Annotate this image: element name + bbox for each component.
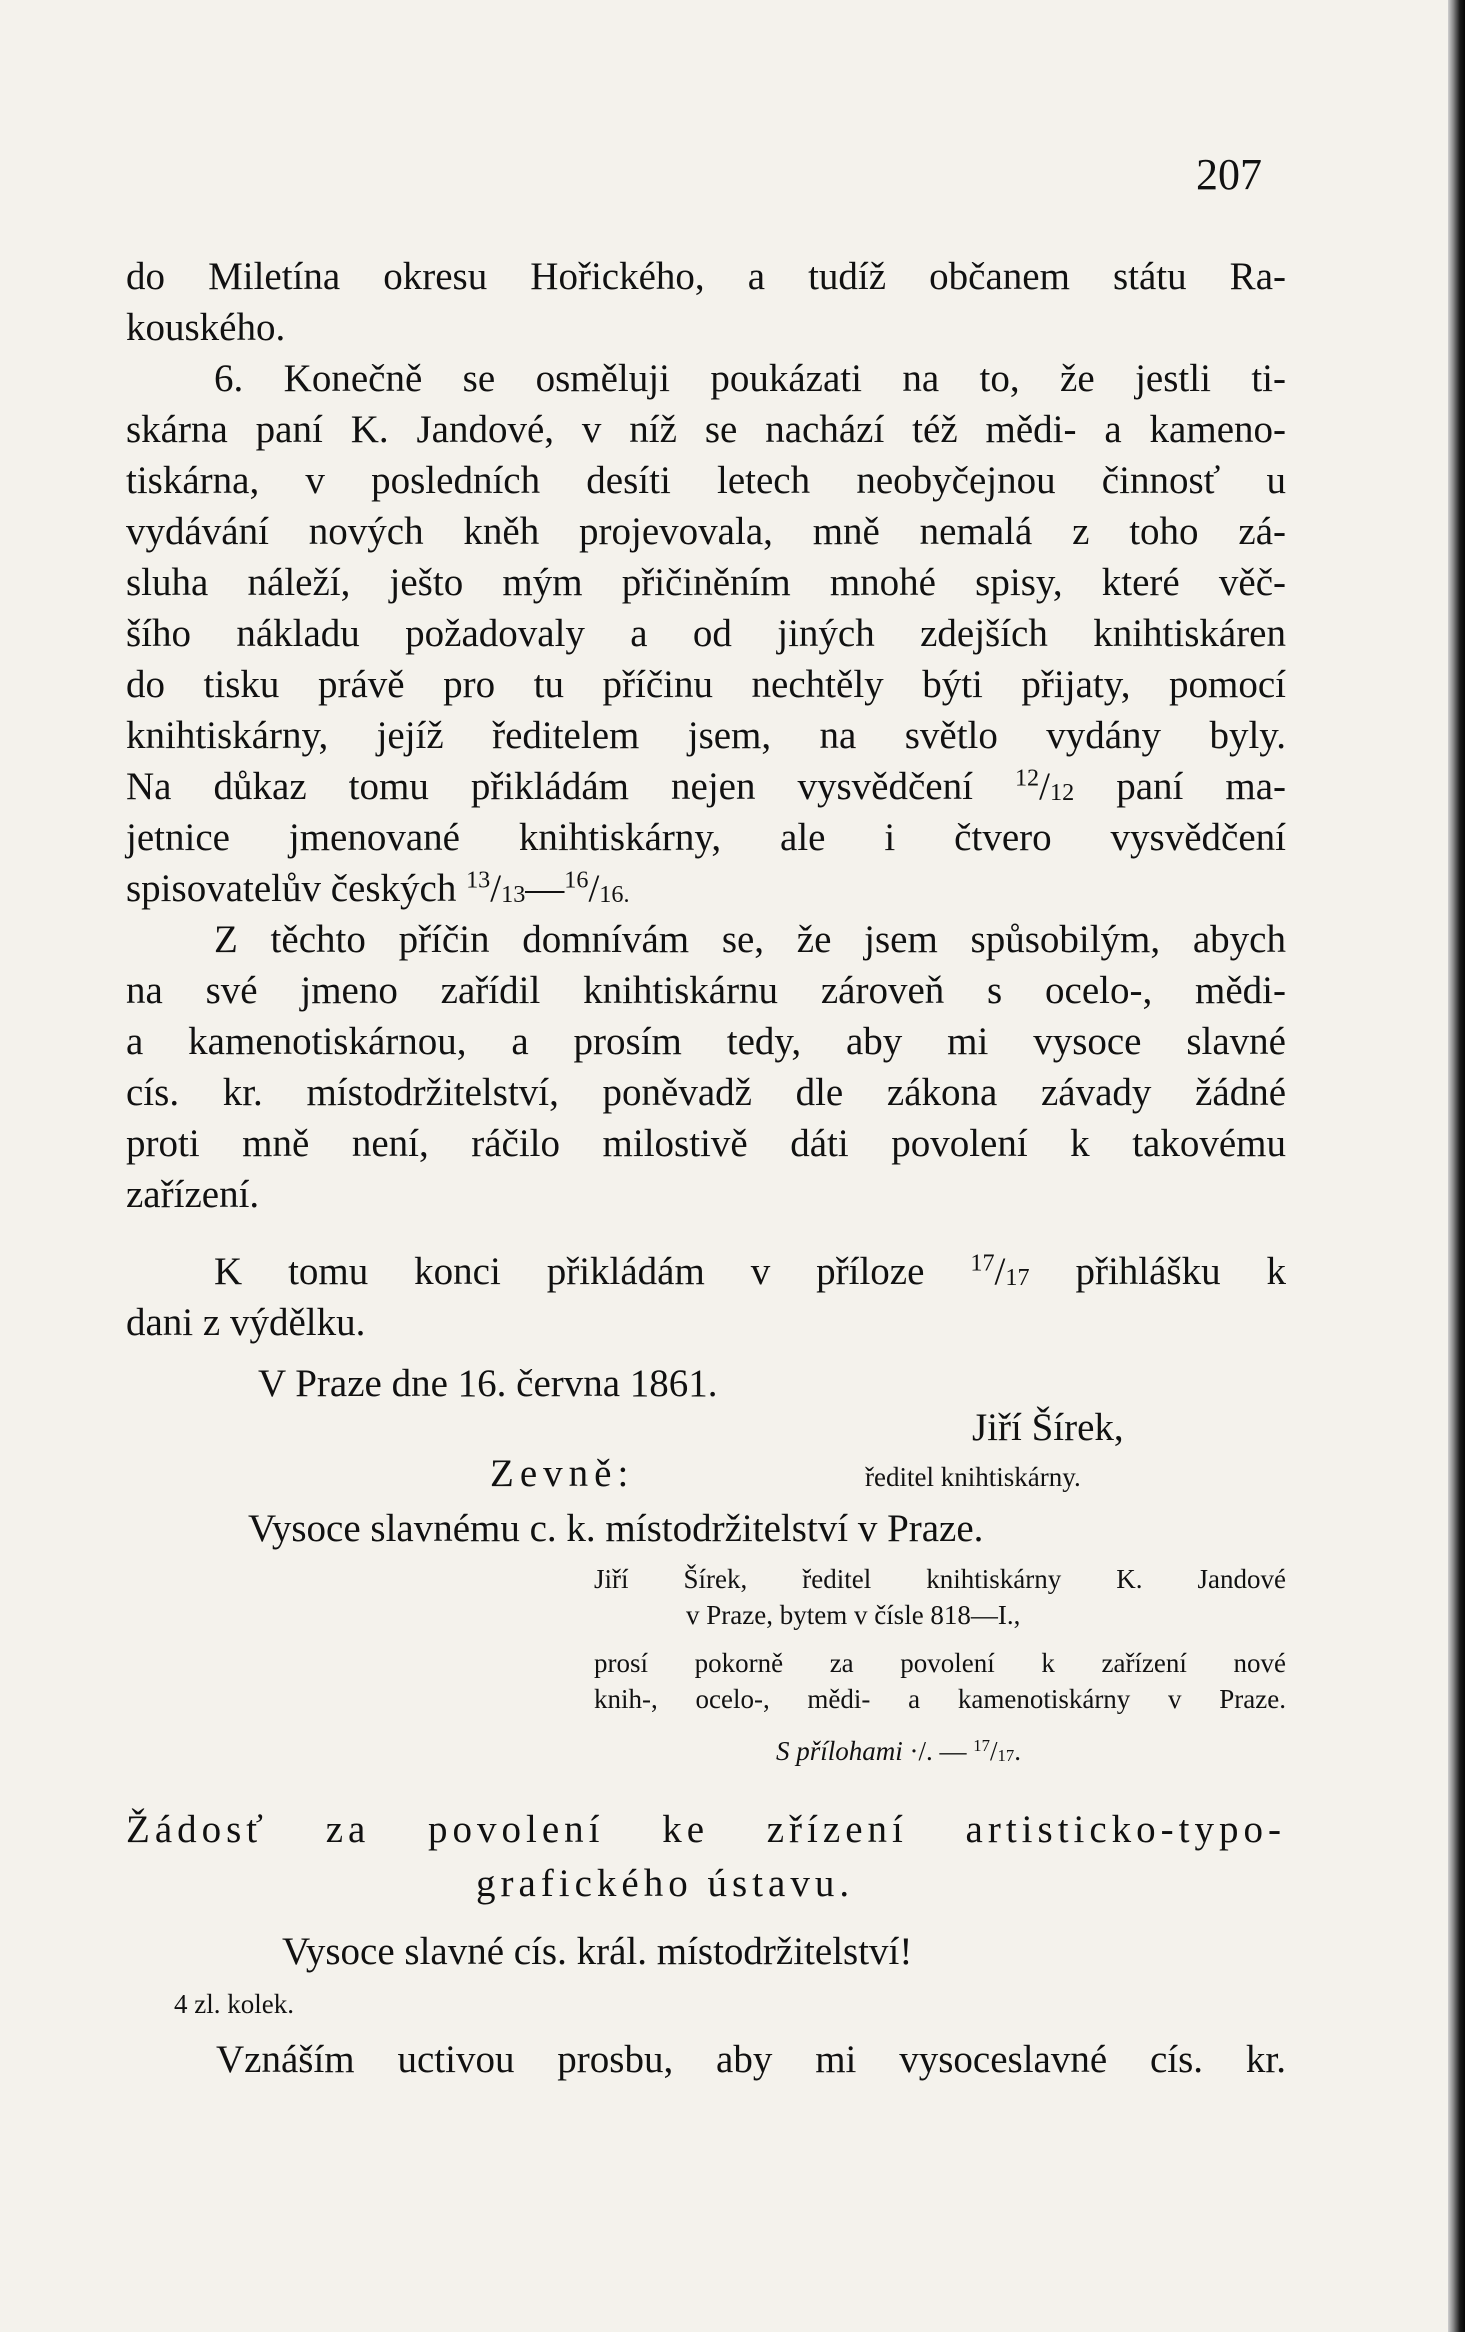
text-line: cís. kr. místodržitelství, poněvadž dle zákona závady žádné [126, 1071, 1286, 1114]
text-line: 6. Konečně se osměluji poukázati na to, že jestli ti- [214, 357, 1286, 400]
fraction [466, 867, 525, 910]
text-line: jetnice jmenované knihtiskárny, ale i čtvero vysvědčení [126, 816, 1286, 859]
text-line: Vznáším uctivou prosbu, aby mi vysoceslavné cís. kr. [216, 2038, 1286, 2081]
stamp-note: 4 zl. kolek. [174, 1989, 294, 2019]
fraction [970, 1250, 1029, 1293]
page-edge-shadow [1448, 0, 1465, 2332]
fraction [1015, 765, 1074, 808]
fraction [973, 1736, 1014, 1766]
fraction-denominator: 13 [501, 881, 526, 909]
text-fragment: Na důkaz tomu přikládám nejen vysvědčení [126, 765, 973, 808]
text-line: do Miletína okresu Hořického, a tudíž občanem státu Ra- [126, 255, 1286, 298]
attachments-note [776, 1732, 1021, 1770]
signature-title: ředitel knihtiskárny. [865, 1462, 1081, 1492]
outside-summary-line: v Praze, bytem v čísle 818—I., [686, 1600, 1021, 1630]
outside-label: Zevně: [490, 1452, 635, 1495]
text-line: šího nákladu požadovaly a od jiných zdejších knihtiskáren [126, 612, 1286, 655]
attachments-label: S přílohami [776, 1736, 903, 1766]
fraction-numerator: 17 [973, 1735, 990, 1755]
text-line: do tisku právě pro tu příčinu nechtěly býti přijaty, pomocí [126, 663, 1286, 706]
text-line: zařízení. [126, 1173, 260, 1216]
page-number: 207 [1196, 150, 1262, 199]
signature-name: Jiří Šírek, [972, 1406, 1124, 1449]
text-line: a kamenotiskárnou, a prosím tedy, aby mi vysoce slavné [126, 1020, 1286, 1063]
fraction-denominator: 17 [997, 1745, 1015, 1765]
text-line: dani z výdělku. [126, 1301, 366, 1344]
text-fragment: ·/. — [909, 1736, 967, 1766]
fraction [564, 867, 629, 910]
text-line [214, 1248, 1286, 1296]
dash: — [525, 867, 565, 910]
outside-summary-line: Jiří Šírek, ředitel knihtiskárny K. Jandové [594, 1564, 1286, 1594]
text-fragment: . [1014, 1736, 1021, 1766]
fraction-denominator: 12 [1049, 779, 1075, 807]
text-line: skárna paní K. Jandové, v níž se nachází též mědi- a kameno- [126, 408, 1286, 451]
text-line: Z těchto příčin domnívám se, že jsem spůsobilým, abych [214, 918, 1286, 961]
fraction-numerator: 17 [970, 1249, 995, 1277]
dateline: V Praze dne 16. června 1861. [258, 1362, 718, 1405]
section-heading: Žádosť za povolení ke zřízení artisticko-typo- [126, 1808, 1286, 1851]
fraction-numerator: 16 [564, 866, 589, 894]
fraction-slash: / [990, 1736, 998, 1766]
section-heading: grafického ústavu. [476, 1862, 855, 1905]
text-fragment: spisovatelův českých [126, 867, 457, 910]
text-line [126, 865, 1286, 913]
text-line: na své jmeno zařídil knihtiskárnu zároveň s ocelo-, mědi- [126, 969, 1286, 1012]
outside-summary-line: knih-, ocelo-, mědi- a kamenotiskárny v Praze. [594, 1684, 1286, 1714]
fraction-slash: / [994, 1250, 1006, 1293]
text-line: tiskárna, v posledních desíti letech neobyčejnou činnosť u [126, 459, 1286, 502]
text-line: sluha náleží, ješto mým přičiněním mnohé spisy, které věč- [126, 561, 1286, 604]
text-line [126, 763, 1286, 811]
salutation: Vysoce slavné cís. král. místodržitelství! [282, 1930, 913, 1973]
fraction-slash: / [588, 867, 600, 910]
outside-summary-line: prosí pokorně za povolení k zařízení nové [594, 1648, 1286, 1678]
text-line: kouského. [126, 306, 286, 349]
text-line: vydávání nových kněh projevovala, mně nemalá z toho zá- [126, 510, 1286, 553]
outside-address: Vysoce slavnému c. k. místodržitelství v Praze. [248, 1507, 984, 1550]
text-line: proti mně není, ráčilo milostivě dáti povolení k takovému [126, 1122, 1286, 1165]
text-fragment: paní ma- [1116, 765, 1286, 808]
fraction-numerator: 13 [466, 866, 491, 894]
text-fragment: přihlášku k [1075, 1250, 1287, 1293]
fraction-denominator: 16. [599, 881, 630, 909]
fraction-denominator: 17 [1005, 1264, 1030, 1292]
text-line: knihtiskárny, jejíž ředitelem jsem, na světlo vydány byly. [126, 714, 1286, 757]
fraction-numerator: 12 [1014, 764, 1040, 792]
fraction-slash: / [1039, 765, 1050, 808]
fraction-slash: / [490, 867, 502, 910]
text-fragment: K tomu konci přikládám v příloze [214, 1250, 925, 1293]
